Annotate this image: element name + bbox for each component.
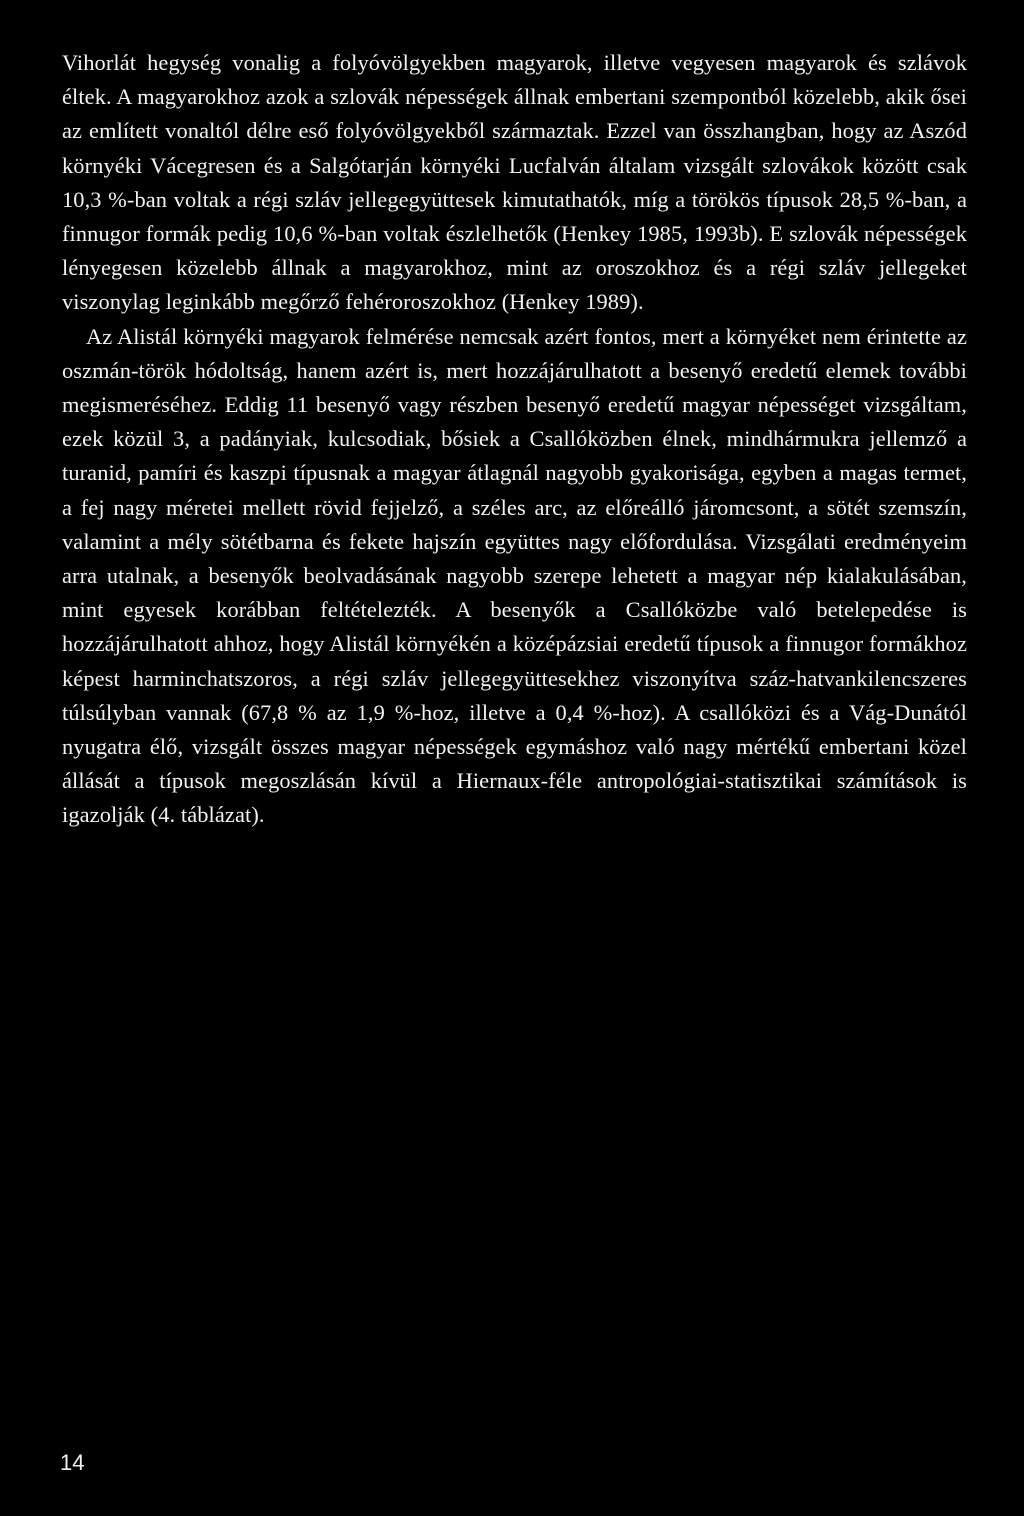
paragraph-1: Vihorlát hegység vonalig a folyóvölgyekben magyarok, illetve vegyesen magyarok és szlávok éltek. A magyarokhoz azok a szlovák népességek állnak embertani szempontból közelebb, akik ősei az említett vonaltól délre eső folyóvölgyekből származtak. Ezzel van összhangban, hogy az Aszód környéki Vácegresen és a Salgótarján környéki Lucfalván általam vizsgált szlovákok között csak 10,3 %-ban voltak a régi szláv jellegegyüttesek kimutathatók, míg a törökös típusok 28,5 %-ban, a finnugor formák pedig 10,6 %-ban voltak észlelhetők (Henkey 1985, 1993b). E szlovák népességek lényegesen közelebb állnak a magyarokhoz, mint az oroszokhoz és a régi szláv jellegeket viszonylag leginkább megőrző fehéroroszokhoz (Henkey 1989). [62,50,967,315]
page-number: 14 [60,1450,85,1475]
body-text [62,46,967,833]
paragraph-2: Az Alistál környéki magyarok felmérése nemcsak azért fontos, mert a környéket nem érintette az oszmán-török hódoltság, hanem azért is, mert hozzájárulhatott a besenyő eredetű elemek további megismeréséhez. Eddig 11 besenyő vagy részben besenyő eredetű magyar népességet vizsgáltam, ezek közül 3, a padányiak, kulcsodiak, bősiek a Csallóközben élnek, mindhármukra jellemző a turanid, pamíri és kaszpi típusnak a magyar átlagnál nagyobb gyakorisága, egyben a magas termet, a fej nagy méretei mellett rövid fejjelző, a széles arc, az előreálló járomcsont, a sötét szemszín, valamint a mély sötétbarna és fekete hajszín együttes nagy előfordulása. Vizsgálati eredményeim arra utalnak, a besenyők beolvadásának nagyobb szerepe lehetett a magyar nép kialakulásában, mint egyesek korábban feltételezték. A besenyők a Csallóközbe való betelepedése is hozzájárulhatott ahhoz, hogy Alistál környékén a középázsiai eredetű típusok a finnugor formákhoz képest harminchatszoros, a régi szláv jellegegyüttesekhez viszonyítva száz-hatvankilencszeres túlsúlyban vannak (67,8 % az 1,9 %-hoz, illetve a 0,4 %-hoz). A csallóközi és a Vág-Dunától nyugatra élő, vizsgált összes magyar népességek egymáshoz való nagy mértékű embertani közel állását a típusok megoszlásán kívül a Hiernaux-féle antropológiai-statisztikai számítások is igazolják (4. táblázat). [62,323,967,828]
